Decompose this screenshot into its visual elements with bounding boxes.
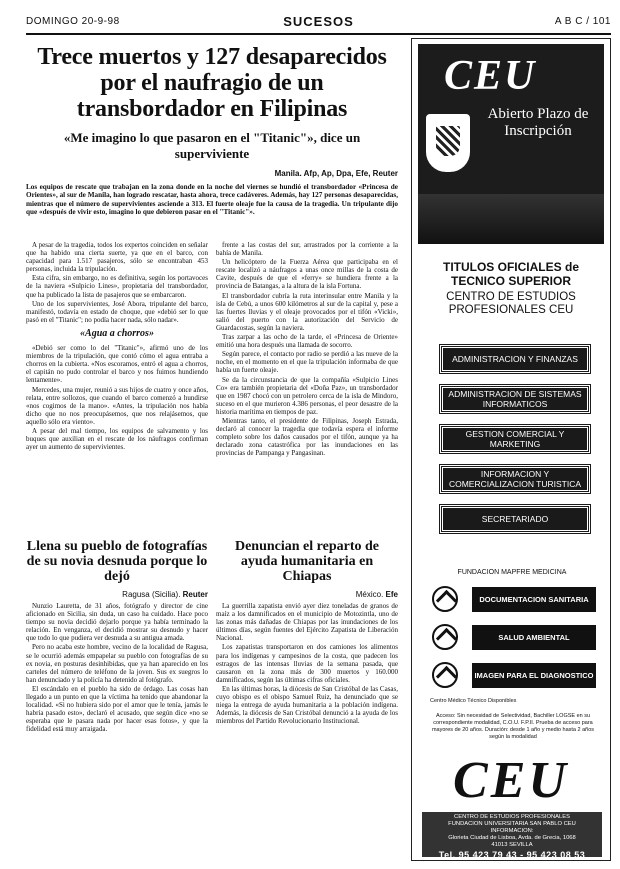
main-lead: Los equipos de rescate que trabajan en la zona donde en la noche del viernes se hundió el transbordador «Princesa de Orientes», al sur de Manila, han logrado rescatar, hasta ahora, trece cadáveres. Además, hay 127 personas desaparecidas, mientras que el número de supervivientes asciende a 313. El fuerte oleaje fue la causa de la tragedia. Un tripulante dijo que «después de vivir esto, imagino lo que debieron pasar en el "Titanic"».: [26, 183, 398, 217]
main-column-1: [26, 241, 208, 556]
section-title: SUCESOS: [283, 14, 354, 29]
foundation-label: FUNDACION MAPFRE MEDICINA: [457, 569, 567, 576]
article-body: [26, 602, 208, 735]
page-number: A B C / 101: [554, 16, 611, 27]
article-headline: Denuncian el reparto de ayuda humanitaria en Chiapas: [234, 539, 379, 584]
article-dateline: [216, 590, 398, 599]
contact-line: 41013 SEVILLA: [491, 842, 533, 848]
paragraph: Según parece, el contacto por radio se perdió a las nueve de la noche, en el momento en el que la tripulación informaba de que había un fuerte oleaje.: [216, 350, 398, 375]
program-item: INFORMACION Y COMERCIALIZACION TURISTICA: [440, 465, 590, 493]
paragraph: frente a las costas del sur, arrastrados por la corriente a la bahía de Manila.: [216, 241, 398, 258]
paragraph: Se da la circunstancia de que la compañía «Sulpicio Lines Co» era también propietaria del «Doña Paz», un transbordador que en 1987 chocó con un petrolero cerca de la isla de Mindoro, suceso en el que murieron 4.386 personas, el peor desastre de la historia marítima en tiempos de paz.: [216, 375, 398, 416]
article-headline: Llena su pueblo de fotografías de su novia desnuda porque lo dejó: [26, 539, 208, 584]
doc-program-item: DOCUMENTACION SANITARIA: [472, 587, 596, 612]
ad-title-center: CENTRO DE ESTUDIOS PROFESIONALES CEU: [446, 291, 576, 316]
ceu-advertisement: [411, 38, 611, 861]
paragraph: A pesar del mal tiempo, los equipos de salvamento y los buques que auxilian en el rescate de los náufragos confirman ayer un aumento de supervivientes.: [26, 426, 208, 452]
shield-icon: [426, 114, 470, 172]
main-headline: Trece muertos y 127 desaparecidos por el naufragio de un transbordador en Filipinas: [37, 44, 387, 122]
program-item: ADMINISTRACION DE SISTEMAS INFORMATICOS: [440, 385, 590, 413]
paragraph: A pesar de la tragedia, todos los expertos coinciden en señalar que ha habido una cierta suerte, ya que en el barco, con capacidad para 1.517 pasajeros, sólo se encontraban 453 personas, incluida la tripulación.: [26, 241, 208, 274]
paragraph: La guerrilla zapatista envió ayer diez toneladas de granos de maíz a los damnificados en el municipio de Motozintla, uno de las zonas más dañadas de Chiapas por las inundaciones de los últimos días, según fuentes del Ejército Zapatista de Liberación Nacional.: [216, 602, 398, 643]
contact-line: Glorieta Ciudad de Lisboa, Avda. de Grecia, 1068: [448, 835, 576, 841]
paragraph: Esta cifra, sin embargo, no es definitiva, según los portavoces de la naviera «Sulpicio Lines», propietaria del transbordador, que ha publicado la lista de pasajeros que se embarcaron.: [26, 274, 208, 299]
article-fotografias: [26, 539, 208, 859]
contact-box: [422, 812, 602, 860]
arrow-icon: [432, 662, 458, 688]
contact-phone: Tel. 95 423 79 43 - 95 423 08 53: [438, 850, 586, 860]
paragraph: Mercedes, una mujer, reunió a sus hijos de cuatro y once años, relata, entre sollozos, que cuando el barco comenzó a hundirse «nos cogimos de la mano». «Antes, la tripulación nos había dicho que no nos preocupásemos, que nos relajásemos, que aquello sólo era viento».: [26, 385, 208, 426]
contact-line: FUNDACION UNIVERSITARIA SAN PABLO CEU: [448, 821, 576, 827]
ad-title-titles: TITULOS OFICIALES de TECNICO SUPERIOR: [442, 260, 579, 288]
article-chiapas: [216, 539, 398, 859]
main-columns: [26, 241, 398, 556]
paragraph: «Debió ser como lo del "Titanic"», afirmó uno de los miembros de la tripulación, que contó cómo el agua entraba a chorros en la cubierta. «Nos escoramos, entró el agua a chorros, el capitán no pudo controlar el barco y nos fuimos hundiendo lentamente».: [26, 344, 208, 385]
page-header: [26, 16, 611, 32]
doc-program-item: IMAGEN PARA EL DIAGNOSTICO: [472, 663, 596, 688]
article-dateline: [26, 590, 208, 599]
program-item: GESTION COMERCIAL Y MARKETING: [440, 425, 590, 453]
header-rule: [26, 33, 611, 35]
article-body: [216, 602, 398, 726]
column-subhead: «Agua a chorros»: [80, 327, 154, 339]
access-requirements: Acceso: Sin necesidad de Selectividad, Bachiller LOGSE en su correspondiente modalidad, C.O.U. F.P.II. Prueba de acceso para mayores de 20 años. Duración: desde 1 año y medio hasta 2 años según la modalidad: [431, 713, 595, 740]
paragraph: Tras zarpar a las ocho de la tarde, el «Princesa de Oriente» emitió una hora después una llamada de socorro.: [216, 333, 398, 350]
dateline-agency: Reuter: [182, 590, 208, 599]
issue-date: DOMINGO 20-9-98: [26, 16, 120, 27]
paragraph: Mientras tanto, el presidente de Filipinas, Joseph Estrada, declaró al conocer la tragedia que todavía espera el informe completo sobre los daños causados por el tifón, aunque ya ha declarado zona catastrófica por las inundaciones en las provincias de Pampanga y Pangasinan.: [216, 416, 398, 458]
main-byline: Manila. Afp, Ap, Dpa, Efe, Reuter: [274, 169, 398, 178]
paragraph: Los zapatistas transportaron en dos camiones los alimentos para los indígenas y campesinos de la costa, que padecen los estragos de las intensas lluvias de la semana pasada, que causaron en la zona más de 300 muertos y 160.000 damnificados, según las últimas cifras oficiales.: [216, 643, 398, 684]
ad-photo: [418, 44, 604, 244]
paragraph: El escándalo en el pueblo ha sido de órdago. Las cosas han llegado a un punto en que la víctima ha tenido que abandonar la localidad. «Si no hubiera sido por el amor que le tenía, jamás le habría pasado esto», declaró el acusado, que según dice «no se esperaba que le pasara nada por hacer esas fotos», y que la fidelidad está muy arraigada.: [26, 684, 208, 734]
paragraph: Uno de los supervivientes, José Abora, tripulante del barco, manifestó, todavía en estado de choque, que «debió ser lo que pasó en el "Titanic"; no podía hacer nada, sólo nadar».: [26, 299, 208, 324]
doc-program-item: SALUD AMBIENTAL: [472, 625, 596, 650]
main-subhead: «Me imagino lo que pasaron en el "Titanic"», dice un superviviente: [63, 130, 361, 161]
paragraph: El transbordador cubría la ruta interinsular entre Manila y la isla de Cebú, a unos 600 kilómetros al sur de la capital y, pese a las fuertes lluvias y el oleaje provocados por el tifón «Vicki», salió del puerto con la autorización del Servicio de Guardacostas, según la naviera.: [216, 291, 398, 332]
program-item: SECRETARIADO: [440, 505, 590, 533]
paragraph: Un helicóptero de la Fuerza Aérea que participaba en el rescate localizó a náufragos a unas once millas de la costa de Cavite, después de que el «ferry» se hundiera frente a la provincia de Batangas, a la altura de la isla Fortuna.: [216, 258, 398, 291]
contact-line: INFORMACION:: [490, 828, 534, 834]
paragraph: Pero no acaba este hombre, vecino de la localidad de Ragusa, se le ocurrió además empapelar su pueblo con fotografías de su ex novia, en posturas desinhibidas, que ya han aparecido en los carteles del número de teléfono de la joven. Sus ex suegros lo han denunciado y la policía ha detenido al fotógrafo.: [26, 643, 208, 684]
dateline-city: Ragusa (Sicilia).: [122, 590, 181, 599]
main-column-2: [216, 241, 398, 556]
arrow-icon: [432, 586, 458, 612]
paragraph: Nunzio Lauretta, de 31 años, fotógrafo y director de cine aficionado en Sicilia, sin duda, un caso ha cuidado. Hace poco tiempo su novia decidió dejarlo porque ya había terminado la relación. En venganza, el decidió mostrar su desnudo y hacer que todo lo que pudiera ver desnuda a su antigua amada.: [26, 602, 208, 643]
contact-line: CENTRO DE ESTUDIOS PROFESIONALES: [454, 814, 570, 820]
paragraph: En las últimas horas, la diócesis de San Cristóbal de las Casas, cuyo obispo es el obispo Samuel Ruiz, ha denunciado que se niega la entrega de ayuda humanitaria a la población indígena. Además, la diócesis de San Cristóbal denunció a la ayuda de los miembros del Partido Revolucionario Institucional.: [216, 684, 398, 726]
ceu-logo-top: CEU: [444, 53, 537, 99]
medical-center-note: Centro Médico Técnico Disponibles: [430, 698, 517, 704]
arrow-icon: [432, 624, 458, 650]
inscription-banner: Abierto Plazo de Inscripción: [487, 106, 589, 139]
ceu-logo-bottom: CEU: [453, 752, 569, 809]
dateline-city: México.: [355, 590, 384, 599]
main-articles: [26, 44, 398, 860]
program-item: ADMINISTRACION Y FINANZAS: [440, 345, 590, 373]
dateline-agency: Efe: [385, 590, 398, 599]
